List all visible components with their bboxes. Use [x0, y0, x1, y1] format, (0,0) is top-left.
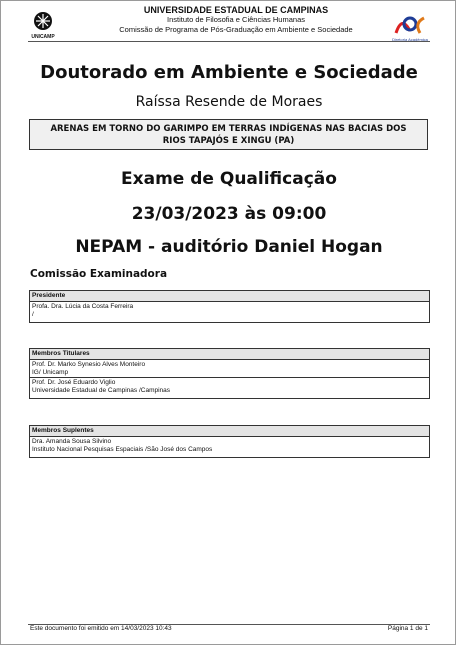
dac-logo [390, 13, 430, 43]
student-name: Raíssa Resende de Moraes [135, 94, 323, 110]
section-heading: Membros Suplentes [30, 426, 429, 437]
member-affiliation: Instituto Nacional Pesquisas Espaciais /São José dos Campos [32, 445, 213, 453]
member-name: Dra. Amanda Sousa Silvino [32, 438, 112, 445]
dac-logo-text: Diretoria Acadêmica [392, 37, 428, 42]
header [1, 5, 456, 41]
page-number: Página 1 de 1 [387, 625, 428, 632]
substitute-members-section [29, 425, 430, 458]
exam-datetime: 23/03/2023 às 09:00 [131, 204, 327, 224]
member-name: Profa. Dra. Lúcia da Costa Ferreira [32, 303, 134, 310]
thesis-title-line1: ARENAS EM TORNO DO GARIMPO EM TERRAS INDÍGENAS NAS BACIAS DOS [50, 124, 407, 134]
exam-location: NEPAM - auditório Daniel Hogan [75, 237, 383, 257]
member-name: Prof. Dr. Marko Synesio Alves Monteiro [32, 361, 146, 368]
section-heading: Presidente [30, 291, 429, 302]
program-title: Doutorado em Ambiente e Sociedade [40, 62, 418, 83]
president-section [29, 290, 430, 323]
thesis-title-box [29, 119, 428, 150]
member-entry [30, 377, 429, 395]
member-entry [30, 302, 429, 319]
thesis-title-line2: RIOS TAPAJÓS E XINGU (PA) [162, 136, 295, 146]
exam-type: Exame de Qualificação [121, 169, 337, 189]
section-heading: Membros Titulares [30, 349, 429, 360]
member-affiliation: IG/ Unicamp [32, 368, 69, 376]
commission-name: Comissão de Programa de Pós-Graduação em Ambiente e Sociedade [119, 25, 353, 34]
member-affiliation: / [32, 310, 34, 318]
unicamp-logo-text: UNICAMP [31, 34, 55, 40]
member-entry [30, 437, 429, 454]
member-affiliation: Universidade Estadual de Campinas /Campinas [32, 386, 171, 394]
member-name: Prof. Dr. José Eduardo Viglio [32, 379, 116, 386]
titular-members-section [29, 348, 430, 399]
header-divider [28, 41, 430, 42]
header-text [96, 5, 376, 35]
institute-name: Instituto de Filosofia e Ciências Humanas [167, 15, 305, 24]
issue-note: Este documento foi emitido em 14/03/2023 10:43 [30, 625, 172, 632]
institution-name: UNIVERSIDADE ESTADUAL DE CAMPINAS [143, 5, 329, 15]
member-entry [30, 360, 429, 377]
committee-label: Comissão Examinadora [30, 268, 168, 280]
unicamp-logo [28, 10, 58, 40]
